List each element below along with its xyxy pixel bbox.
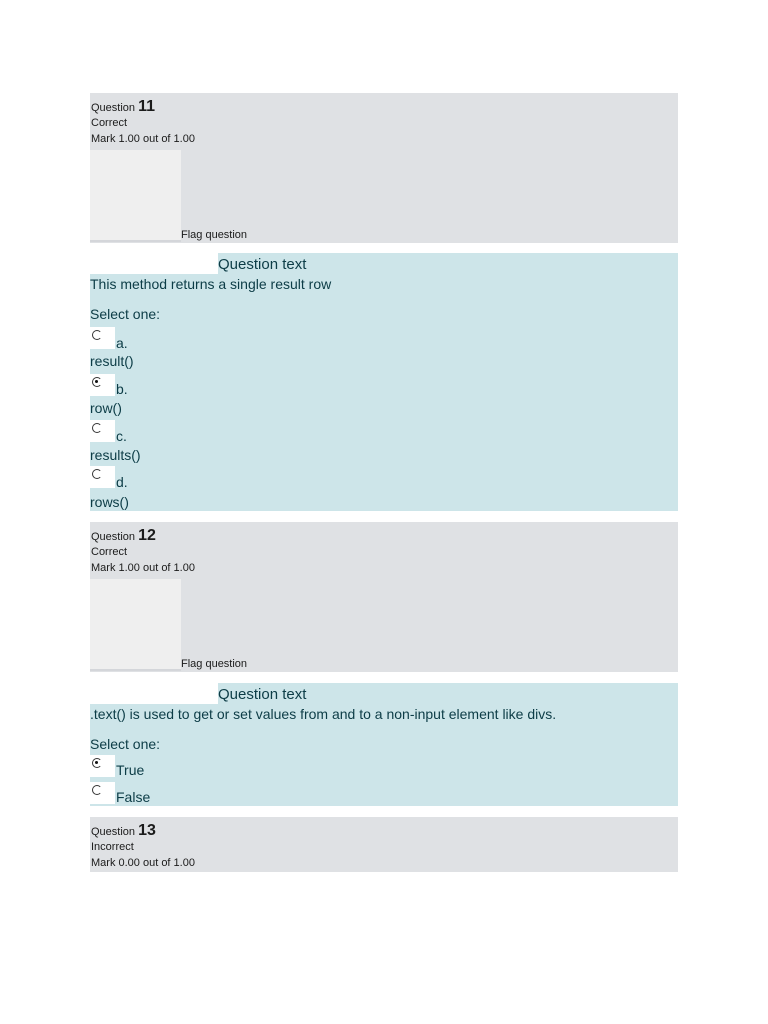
question-13-info xyxy=(90,817,678,872)
flag-question-link[interactable]: Flag question xyxy=(181,229,248,241)
question-label: Question xyxy=(91,531,136,543)
option-b-answer: row() xyxy=(90,400,122,416)
question-11-info xyxy=(90,93,678,243)
question-number-value: 11 xyxy=(138,98,156,115)
flag-placeholder xyxy=(90,150,181,242)
option-a-radio[interactable] xyxy=(92,330,102,340)
question-number xyxy=(91,98,155,116)
option-false-label: False xyxy=(116,789,151,805)
option-a-answer: result() xyxy=(90,353,134,369)
option-c-letter: c. xyxy=(116,428,127,444)
question-prompt: This method returns a single result row xyxy=(90,276,332,292)
question-state: Incorrect xyxy=(91,841,134,853)
heading-gap xyxy=(90,683,218,704)
question-label: Question xyxy=(91,102,136,114)
question-number xyxy=(91,822,156,840)
flag-question-link[interactable]: Flag question xyxy=(181,658,248,670)
option-false-radio-cell xyxy=(90,782,115,804)
question-grade: Mark 1.00 out of 1.00 xyxy=(91,562,195,574)
question-state: Correct xyxy=(91,117,128,129)
option-a-radio-cell xyxy=(90,327,115,349)
question-label: Question xyxy=(91,826,136,838)
select-one-label: Select one: xyxy=(90,736,161,752)
option-d-radio-cell xyxy=(90,466,115,488)
option-c-answer: results() xyxy=(90,447,141,463)
option-a-letter: a. xyxy=(116,335,128,351)
flag-placeholder xyxy=(90,579,181,671)
option-true-radio[interactable] xyxy=(92,758,102,768)
question-text-heading: Question text xyxy=(218,686,307,703)
question-prompt: .text() is used to get or set values from and to a non-input element like divs. xyxy=(90,706,557,722)
question-12-content xyxy=(90,683,678,806)
question-11-content xyxy=(90,253,678,511)
question-number xyxy=(91,527,156,545)
question-state: Correct xyxy=(91,546,128,558)
question-number-value: 12 xyxy=(138,527,156,544)
question-12-info xyxy=(90,522,678,672)
option-d-radio[interactable] xyxy=(92,469,102,479)
option-true-radio-cell xyxy=(90,755,115,777)
option-true-label: True xyxy=(116,762,145,778)
question-text-heading: Question text xyxy=(218,256,307,273)
heading-gap xyxy=(90,253,218,274)
option-d-answer: rows() xyxy=(90,494,129,510)
question-grade: Mark 0.00 out of 1.00 xyxy=(91,857,195,869)
option-c-radio-cell xyxy=(90,420,115,442)
option-d-letter: d. xyxy=(116,474,128,490)
question-grade: Mark 1.00 out of 1.00 xyxy=(91,133,195,145)
option-b-radio-cell xyxy=(90,374,115,396)
option-b-letter: b. xyxy=(116,381,128,397)
option-c-radio[interactable] xyxy=(92,423,102,433)
option-b-radio[interactable] xyxy=(92,377,102,387)
option-false-radio[interactable] xyxy=(92,785,102,795)
question-number-value: 13 xyxy=(138,822,156,839)
select-one-label: Select one: xyxy=(90,306,161,322)
